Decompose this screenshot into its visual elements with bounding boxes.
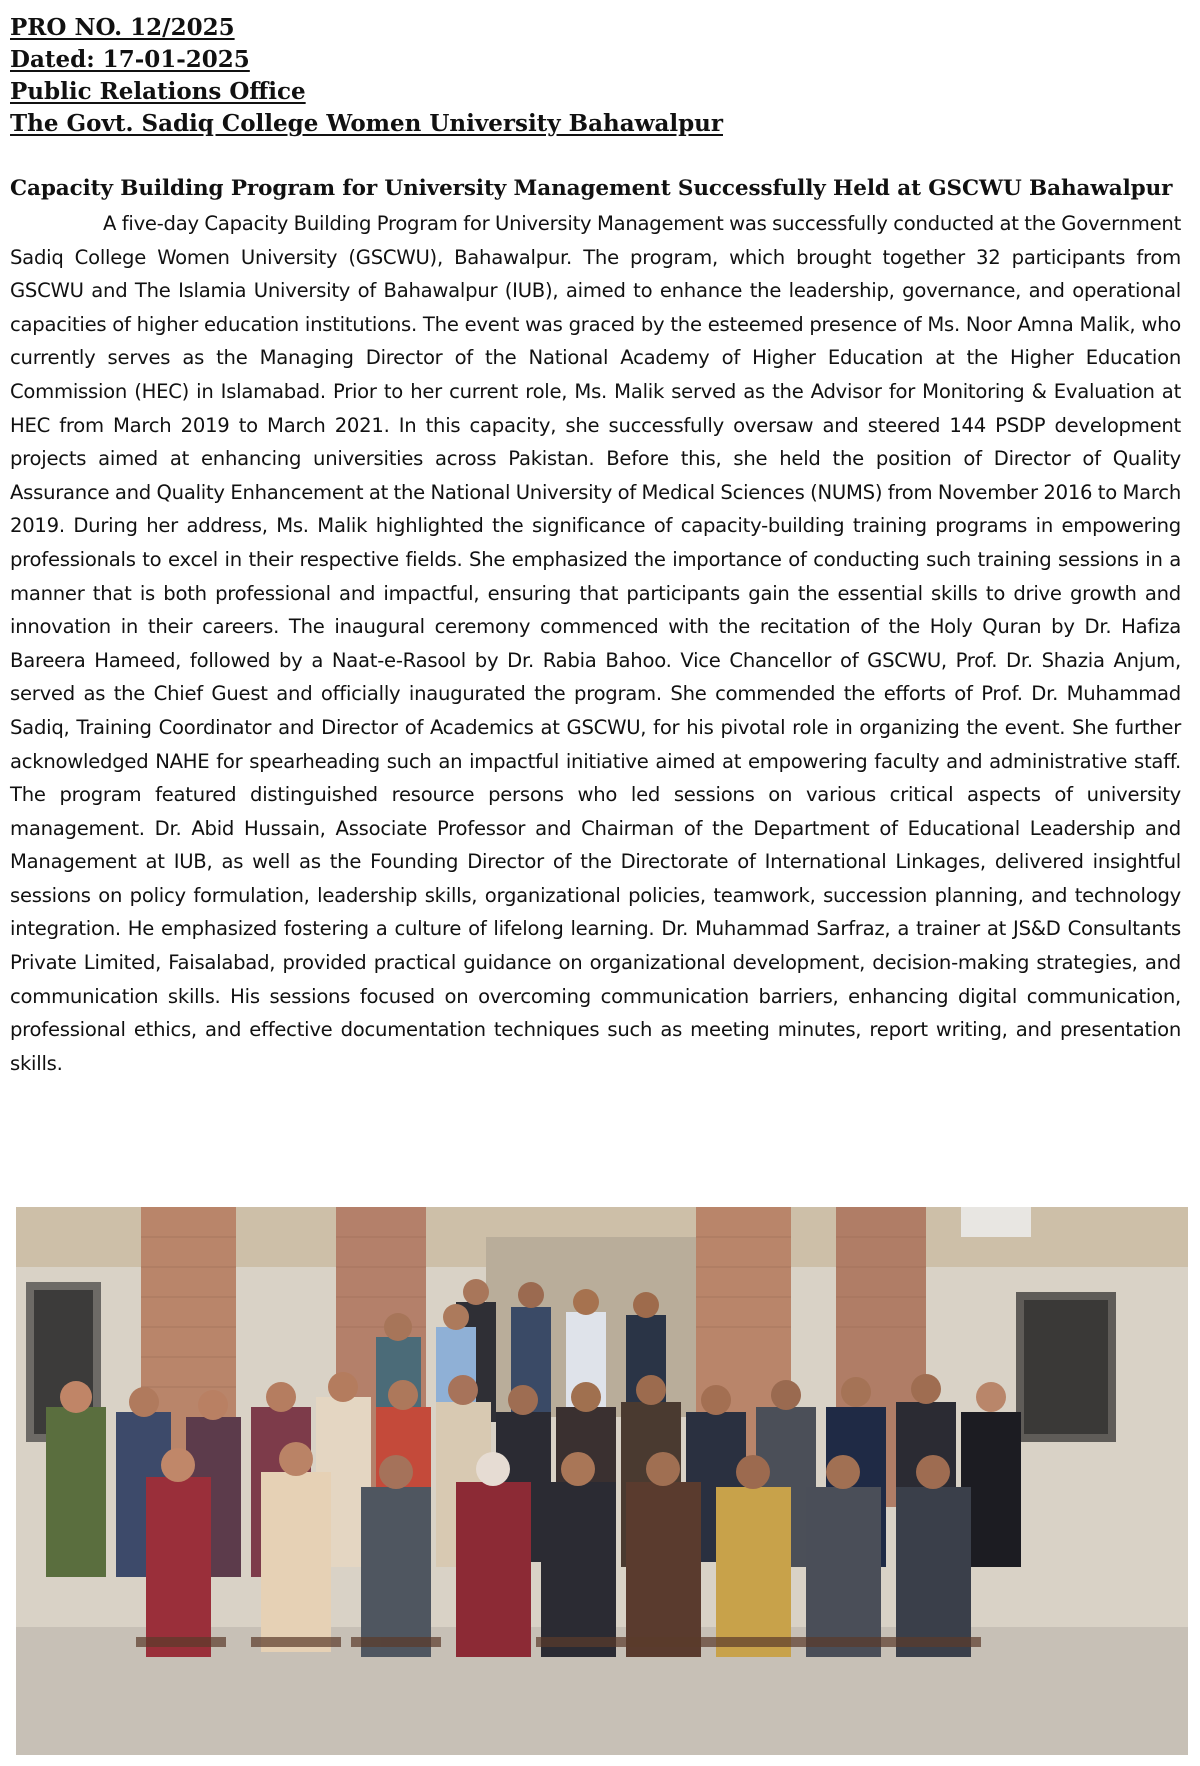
university-name: The Govt. Sadiq College Women University Bahawalpur	[10, 110, 723, 137]
press-release-header	[10, 12, 723, 140]
group-photo-illustration	[16, 1207, 1188, 1755]
article-headline: Capacity Building Program for University Management Successfully Held at GSCWU Bahawalpur	[10, 176, 1173, 201]
office-name: Public Relations Office	[10, 78, 306, 105]
article-body: A five-day Capacity Building Program for University Management was successfully conducted at the Government Sadiq College Women University (GSCWU), Bahawalpur. The program, which brought together 32 participants from GSCWU and The Islamia University of Bahawalpur (IUB), aimed to enhance the leadership, governance, and operational capacities of higher education institutions. The event was graced by the esteemed presence of Ms. Noor Amna Malik, who currently serves as the Managing Director of the National Academy of Higher Education at the Higher Education Commission (HEC) in Islamabad. Prior to her current role, Ms. Malik served as the Advisor for Monitoring & Evaluation at HEC from March 2019 to March 2021. In this capacity, she successfully oversaw and steered 144 PSDP development projects aimed at enhancing universities across Pakistan. Before this, she held the position of Director of Quality Assurance and Quality Enhancement at the National University of Medical Sciences (NUMS) from November 2016 to March 2019. During her address, Ms. Malik highlighted the significance of capacity-building training programs in empowering professionals to excel in their respective fields. She emphasized the importance of conducting such training sessions in a manner that is both professional and impactful, ensuring that participants gain the essential skills to drive growth and innovation in their careers. The inaugural ceremony commenced with the recitation of the Holy Quran by Dr. Hafiza Bareera Hameed, followed by a Naat-e-Rasool by Dr. Rabia Bahoo. Vice Chancellor of GSCWU, Prof. Dr. Shazia Anjum, served as the Chief Guest and officially inaugurated the program. She commended the efforts of Prof. Dr. Muhammad Sadiq, Training Coordinator and Director of Academics at GSCWU, for his pivotal role in organizing the event. She further acknowledged NAHE for spearheading such an impactful initiative aimed at empowering faculty and administrative staff. The program featured distinguished resource persons who led sessions on various critical aspects of university management. Dr. Abid Hussain, Associate Professor and Chairman of the Department of Educational Leadership and Management at IUB, as well as the Founding Director of the Directorate of International Linkages, delivered insightful sessions on policy formulation, leadership skills, organizational policies, teamwork, succession planning, and technology integration. He emphasized fostering a culture of lifelong learning. Dr. Muhammad Sarfraz, a trainer at JS&D Consultants Private Limited, Faisalabad, provided practical guidance on organizational development, decision-making strategies, and communication skills. His sessions focused on overcoming communication barriers, enhancing digital communication, professional ethics, and effective documentation techniques such as meeting minutes, report writing, and presentation skills.	[10, 212, 1181, 1075]
pro-number: PRO NO. 12/2025	[10, 14, 235, 41]
release-date: Dated: 17-01-2025	[10, 46, 250, 73]
group-photo	[16, 1207, 1188, 1755]
